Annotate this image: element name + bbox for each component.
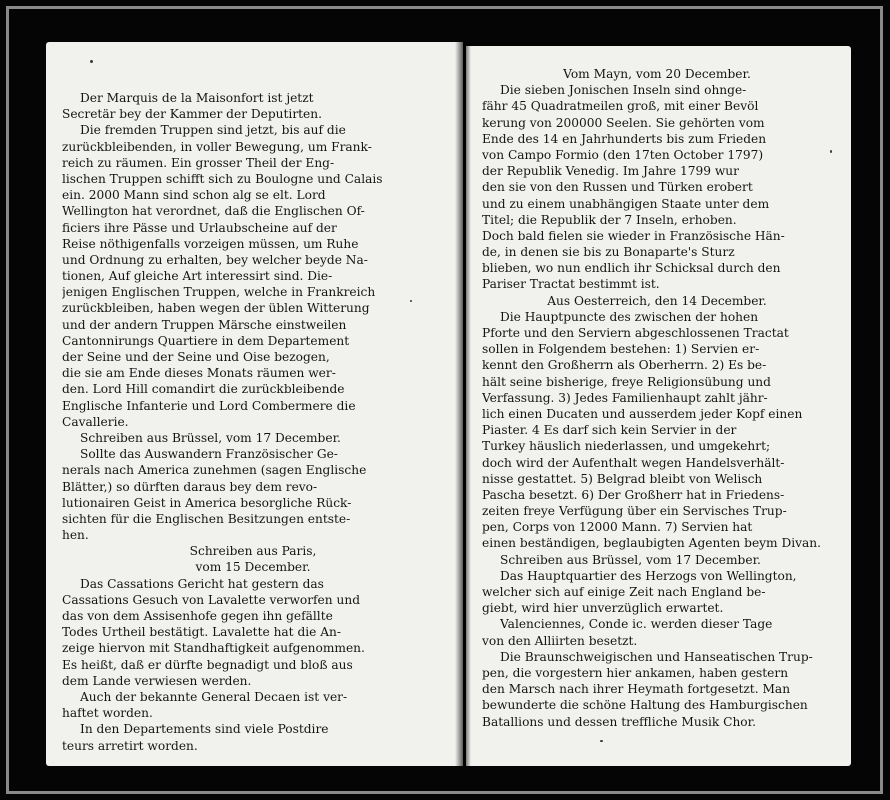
text-line: Pariser Tractat bestimmt ist. [482,277,660,292]
section-heading: Schreiben aus Brüssel, vom 17 December. [500,552,761,567]
text-line: Turkey häuslich niederlassen, und umgekehrt; [482,439,771,454]
text-line: Doch bald fielen sie wieder in Französische Hän- [482,228,785,243]
text-line: Das Hauptquartier des Herzogs von Wellington, [500,568,797,583]
text-line: Cavallerie. [62,414,129,429]
text-line: ficiers ihre Pässe und Urlaubscheine auf der [62,220,337,235]
text-line: hen. [62,528,89,543]
scan-speck [410,300,412,302]
right-page-text [482,66,832,730]
section-heading: Aus Oesterreich, den 14 December. [547,293,767,308]
text-line: zurückbleiben, haben wegen der üblen Witterung [62,301,370,316]
text-line: Die Hauptpuncte des zwischen der hohen [500,309,759,324]
text-line: Verfassung. 3) Jedes Familienhaupt zahlt jähr- [482,390,768,405]
film-frame-left [6,6,9,794]
text-line: Titel; die Republik der 7 Inseln, erhoben. [482,212,737,227]
text-line: Pforte und den Serviern abgeschlossenen Tractat [482,326,789,340]
scan-speck [600,740,603,742]
text-line: der Seine und der Seine und Oise bezogen, [62,350,330,364]
text-line: Blätter,) so dürften daraus bey dem revo- [62,479,318,494]
text-line: welcher sich auf einige Zeit nach England be- [482,585,766,599]
text-line: jenigen Englischen Truppen, welche in Frankreich [62,285,376,300]
text-line: de, in denen sie bis zu Bonaparte's Sturz [482,245,735,260]
text-line: zeiten freye Verfügung über ein Servisches Trup- [482,504,787,519]
text-line: Die sieben Jonischen Inseln sind ohnge- [500,83,747,98]
text-line: das von dem Assisenhofe gegen ihn gefällte [62,609,333,623]
text-line: zurückbleibenden, in voller Bewegung, um Frank- [62,139,372,154]
text-line: bewunderte die schöne Haltung des Hamburgischen [482,698,808,713]
text-line: und zu einem unabhängigen Staate unter dem [482,196,770,211]
text-line: den sie von den Russen und Türken erobert [482,180,753,195]
text-line: Valenciennes, Conde ic. werden dieser Tage [500,617,773,632]
text-line: Piaster. 4 Es darf sich kein Servier in der [482,423,737,438]
section-heading: Vom Mayn, vom 20 December. [563,67,751,81]
text-line: einen beständigen, beglaubigten Agenten beym Divan. [482,536,822,551]
film-frame-bottom [8,791,882,794]
text-line: zeige hiervon mit Standhaftigkeit aufgenommen. [62,641,365,656]
film-frame-top [8,6,882,9]
text-line: pen, Corps von 12000 Mann. 7) Servien hat [482,520,753,535]
text-line: von den Alliirten besetzt. [482,633,638,648]
text-line: der Republik Venedig. Im Jahre 1799 wur [482,164,739,179]
text-line: sollen in Folgendem bestehen: 1) Servien er- [482,342,760,357]
text-line: teurs arretirt worden. [62,738,198,753]
text-line: Auch der bekannte General Decaen ist ver- [80,689,348,704]
text-line: sichten für die Englischen Besitzungen entste- [62,511,351,526]
text-line: blieben, wo nun endlich ihr Schicksal durch den [482,261,781,276]
text-line: den. Lord Hill comandirt die zurückbleibende [62,382,345,397]
text-line: Cassations Gesuch von Lavalette verworfen und [62,592,360,607]
text-line: Englische Infanterie und Lord Combermere die [62,398,356,413]
text-line: reich zu räumen. Ein grosser Theil der Eng- [62,155,335,170]
text-line: tionen, Auf gleiche Art interessirt sind. Die- [62,269,333,284]
text-line: Die Braunschweigischen und Hanseatischen Trup- [500,649,813,664]
text-line: und Ordnung zu erhalten, bey welcher beyde Na- [62,252,368,267]
text-line: hält seine bisherige, freye Religionsübung und [482,374,771,389]
scan-speck [90,60,93,63]
text-line: Secretär bey der Kammer der Deputirten. [62,107,322,122]
text-line: Das Cassations Gericht hat gestern das [80,576,324,591]
text-line: doch wird der Aufenthalt wegen Handelsverhält- [482,455,785,470]
text-line: nisse gestattet. 5) Belgrad bleibt von Welisch [482,471,763,486]
text-line: Batallions und dessen treffliche Musik Chor. [482,714,756,729]
text-line: Cantonnirungs Quartiere in dem Departement [62,333,350,348]
scan-speck [830,150,832,153]
text-line: von Campo Formio (den 17ten October 1797) [482,147,764,162]
text-line: die sie am Ende dieses Monats räumen wer- [62,366,336,381]
text-line: fähr 45 Quadratmeilen groß, mit einer Bevöl [482,99,759,114]
text-line: nerals nach America zunehmen (sagen Englische [62,463,367,478]
text-line: kerung von 200000 Seelen. Sie gehörten vom [482,115,765,130]
text-line: Pascha besetzt. 6) Der Großherr hat in Friedens- [482,487,785,502]
text-line: den Marsch nach ihrer Heymath fortgesetzt. Man [482,682,791,697]
section-heading: vom 15 December. [195,560,311,575]
text-line: dem Lande verwiesen werden. [62,673,252,688]
book-gutter [455,42,471,766]
text-line: Todes Urtheil bestätigt. Lavalette hat die An- [62,625,342,640]
text-line: Es heißt, daß er dürfte begnadigt und bloß aus [62,657,353,672]
text-line: haftet worden. [62,706,153,721]
text-line: lischen Truppen schifft sich zu Boulogne und Calais [62,171,383,186]
text-line: Die fremden Truppen sind jetzt, bis auf die [80,123,346,138]
section-heading: Schreiben aus Brüssel, vom 17 December. [80,430,341,445]
text-line: Reise nöthigenfalls vorzeigen müssen, um Ruhe [62,236,359,251]
text-line: Wellington hat verordnet, daß die Englischen Of- [62,204,365,219]
text-line: giebt, wird hier unverzüglich erwartet. [482,601,724,616]
left-page-text [62,90,444,754]
section-heading: Schreiben aus Paris, [189,544,317,559]
text-line: Der Marquis de la Maisonfort ist jetzt [80,91,314,105]
text-line: Ende des 14 en Jahrhunderts bis zum Frieden [482,131,767,146]
text-line: In den Departements sind viele Postdire [80,722,329,737]
text-line: und der andern Truppen Märsche einstweilen [62,317,347,332]
text-line: lich einen Ducaten und ausserdem jeder Kopf einen [482,406,803,421]
film-frame-right [880,6,883,794]
text-line: ein. 2000 Mann sind schon alg se elt. Lord [62,188,326,203]
text-line: lutionairen Geist in America besorgliche Rück- [62,495,352,510]
text-line: pen, die vorgestern hier ankamen, haben gestern [482,665,789,680]
text-line: Sollte das Auswandern Französischer Ge- [80,447,338,462]
text-line: kennt den Großherrn als Oberherrn. 2) Es be- [482,358,767,373]
